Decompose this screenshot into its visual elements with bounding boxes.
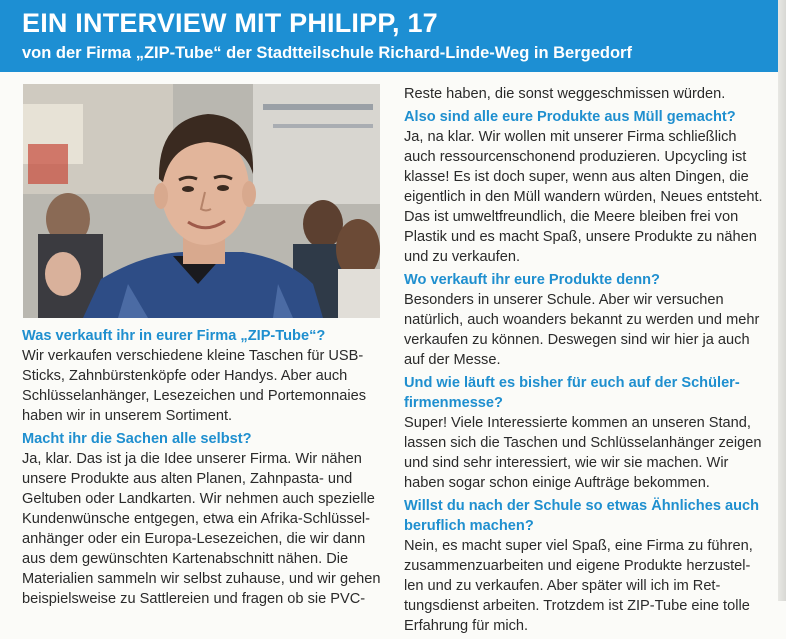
answer-text: Super! Viele Interessierte kommen an unseren Stand, lassen sich die Taschen und Schlüsselanhänger zeigen und sind sehr interessiert, wie wir sie machen. Wir haben sogar schon einige Aufträge bekommen. (404, 415, 762, 491)
answer-text: Nein, es macht super viel Spaß, eine Firma zu führen, zusammenzuarbeiten und eigene Produkte herzustel- len und zu verkaufen. Aber später will ich im Ret- tungsdienst arbeiten. Trotzdem ist ZIP-Tube eine tolle Erfahrung für mich. (404, 538, 753, 634)
page-title: EIN INTERVIEW MIT PHILIPP, 17 (22, 8, 438, 38)
question-heading: Willst du nach der Schule so etwas Ähnliches auch beruflich machen? (404, 498, 760, 534)
question-heading: Macht ihr die Sachen alle selbst? (22, 431, 252, 447)
answer-text: Besonders in unserer Schule. Aber wir versuchen natürlich, auch woanders bekannt zu werden und mehr verkaufen zu können. Deswegen sind wir hier ja auch auf der Messe. (404, 292, 760, 368)
page-edge (778, 0, 786, 601)
answer-text: Ja, klar. Das ist ja die Idee unserer Firma. Wir nähen unsere Produkte aus alten Planen, Zahnpasta- und Geltuben oder Landkarten. Wir nehmen auch spezielle Kundenwünsche entgegen, etwa ein Afrika-Schlüssel- anhänger oder ein Europa-Lesezeichen, die wir dann aus dem gewünschten Kartenabschnitt nähen. Die Materialien sammeln wir selbst zuhause, und wir gehen beispielsweise zu Sattlereien und fragen ob sie PVC- (22, 451, 381, 607)
answer-text: Ja, na klar. Wir wollen mit unserer Firma schließlich auch ressourcenschonend produzieren. Upcycling ist klasse! Es ist doch super, wenn aus alten Dingen, die eigentlich in den Müll wandern würden, Neues entsteht. Das ist umweltfreundlich, die Meere bleiben frei von Plastik und es macht Spaß, unsere Produkte zu nähen und zu verkaufen. (404, 129, 763, 265)
question-heading: Was verkauft ihr in eurer Firma „ZIP-Tube“? (22, 328, 326, 344)
right-column (404, 84, 769, 639)
portrait-illustration (23, 84, 380, 318)
header-banner (0, 0, 778, 72)
answer-continuation: Reste haben, die sonst weggeschmissen würden. (404, 86, 726, 102)
question-heading: Und wie läuft es bisher für euch auf der Schüler- firmenmesse? (404, 375, 740, 411)
answer-text: Wir verkaufen verschiedene kleine Taschen für USB- Sticks, Zahnbürstenköpfe oder Handys. Aber auch Schlüsselanhänger, Lesezeichen und Portemonnaies haben wir in unserem Sortiment. (22, 348, 367, 424)
question-heading: Also sind alle eure Produkte aus Müll gemacht? (404, 109, 736, 125)
left-column (22, 326, 382, 612)
page-subtitle: von der Firma „ZIP-Tube“ der Stadtteilschule Richard-Linde-Weg in Bergedorf (22, 44, 632, 62)
question-heading: Wo verkauft ihr eure Produkte denn? (404, 272, 660, 288)
portrait-photo (23, 84, 380, 318)
